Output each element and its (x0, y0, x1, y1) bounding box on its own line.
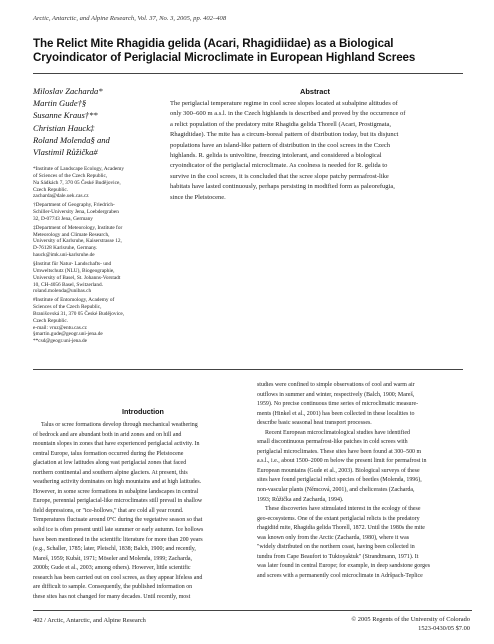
affiliation-line: Czech Republic. (33, 186, 69, 193)
body-line: 2000b; Gude et al., 2003; among others). However, little scientific (33, 565, 191, 572)
body-line: Talus or scree formations develop through mechanical weathering (41, 422, 198, 428)
footer-rule (33, 610, 472, 611)
author-name: Susanne Kraus†** (33, 110, 98, 121)
affiliation-line: †Department of Geography, Friedrich- (33, 202, 115, 209)
body-line: European mountains (Gude et al., 2003). Biological surveys of these (257, 467, 420, 474)
affiliation-line: University of Basel, St. Johanns-Vorstadt (33, 274, 121, 281)
body-line: Europe, perennial periglacial-like microclimates still prevail in shallow (33, 498, 203, 505)
affiliation-line: 10, CH-4056 Basel, Switzerland. (33, 281, 104, 288)
body-line: solid ice is often present until late summer or early autumn. Ice hollows (33, 527, 204, 534)
affiliation-line: D-76128 Karlsruhe, Germany. (33, 245, 98, 252)
body-column-right (257, 381, 472, 581)
body-column-left (33, 421, 248, 602)
introduction-heading: Introduction (122, 407, 164, 416)
body-line: sites have found periglacial relict species of beetles (Molenda, 1996), (257, 477, 422, 484)
body-line: Temperatures fluctuate around 0°C during the vegetative season so that (33, 517, 203, 524)
affiliation-line: Schiller-University Jena, Loebdergraben (33, 209, 119, 216)
affiliation-line: University of Karlsruhe, Kaiserstrasse 12, (33, 238, 122, 245)
body-line: and screes with a permanently cool microclimate in Adršpach-Teplice (257, 572, 423, 579)
body-line: "widely distributed on the northern coast, having been collected in (257, 544, 415, 551)
affiliation-line: *Institute of Landscape Ecology, Academy (33, 166, 124, 172)
body-line: was later found in central Europe; for example, in deep sandstone gorges (257, 563, 431, 570)
article-title: The Relict Mite Rhagidia gelida (Acari, Rhagidiidae) as a Biological Cryoindicator of Periglacial Microclimate in European Highland Screes (33, 37, 416, 64)
author-name: Miloslav Zacharda* (33, 86, 103, 96)
affiliation-line: of Sciences of the Czech Republic, (33, 172, 108, 179)
body-line: periglacial microclimates. These sites have been found at 300–500 m (257, 448, 422, 455)
body-line: northern continental and southern alpine glaciers. At present, this (33, 469, 188, 476)
copyright-line: © 2005 Regents of the University of Colorado (351, 616, 470, 623)
abstract-line: survive in the cool screes, it is concluded that the scree slope patchy permafrost-like (170, 172, 389, 180)
affiliation-line: Na Sádkách 7, 370 05 České Budějovice, (33, 179, 121, 186)
body-line: These discoveries have stimulated interest in the ecology of these (265, 506, 421, 513)
abstract-line: since the Pleistocene. (170, 193, 226, 201)
author-name: Martin Gude†§ (33, 98, 87, 109)
body-line: was known only from the Arctic (Zacharda, 1980), where it was (257, 534, 410, 541)
body-line: However, in some scree formations in subalpine landscapes in central (33, 488, 199, 495)
body-line: mountain slopes in zones that have experienced periglacial activity. In (33, 441, 200, 448)
author-list (33, 85, 163, 158)
affiliation-line: Sciences of the Czech Republic, (33, 304, 102, 311)
author-name: Christian Hauck‡ (33, 122, 95, 133)
body-line: 1959). No precise continuous time series of microclimatic measure- (257, 401, 419, 408)
body-line: are difficult to sample. Consequently, the published information on (33, 584, 193, 591)
body-line: geo-ecosystems. One of the extant periglacial relicts is the predatory (257, 515, 420, 522)
issn-line: 1523-0430/05 $7.00 (418, 625, 470, 632)
body-line: small discontinuous permafrost-like patches in cold screes with (257, 439, 408, 446)
body-line: 1993; Růžička and Zacharda, 1994). (257, 496, 344, 503)
affiliation-line: Czech Republic. (33, 317, 69, 324)
body-line: central Europe, talus formation occurred during the Pleistocene (33, 450, 184, 457)
affiliation-line: §Institut für Natur- Landschafts- und (33, 260, 112, 267)
body-line: studies were confined to simple observations of cool and warm air (257, 382, 415, 388)
abstract-heading: Abstract (300, 87, 330, 96)
affiliation-line: ‡Department of Meteorology, Institute for (33, 224, 123, 231)
affiliations (33, 166, 161, 345)
footer-copyright (351, 615, 470, 633)
footer-page-info: 402 / Arctic, Antarctic, and Alpine Research (33, 617, 146, 624)
body-line: describe basic seasonal heat transport processes. (257, 420, 372, 427)
body-line: weathering activity dominates on high mountains and at high latitudes. (33, 479, 202, 486)
body-line: of bedrock and are abundant both in arid zones and on hill and (33, 431, 182, 438)
abstract-line: Rhagidiidae). The mite has a circum-boreal pattern of distribution today, but its disjunct (170, 131, 399, 139)
abstract-line: a relict population of the predatory mite Rhagidia gelida Thorell (Acari, Prostigmata, (170, 120, 391, 128)
author-name: Vlastimil Růžička# (33, 147, 98, 158)
body-line: have been mentioned in the scientific literature for more than 200 years (33, 536, 203, 543)
abstract-line: The periglacial temperature regime in cool scree slopes located at subalpine altitudes of (170, 100, 398, 107)
affiliation-line: Umweltschutz (NLU), Biogeographie, (33, 267, 115, 274)
author-name: Roland Molenda§ and (33, 134, 110, 145)
affiliation-line: Branišovská 31, 370 05 České Budějovice, (33, 310, 125, 317)
body-line: outflows in summer and winter, respectively (Balch, 1900; Mareš, (257, 391, 415, 398)
affiliation-email: zacharda@dale.uek.cas.cz (33, 193, 89, 200)
body-line: ments (Hinkel et al., 2001) has been collected in these localities to (257, 410, 415, 417)
affiliation-line: Meteorology and Climate Research, (33, 231, 110, 238)
affiliation-email: hauck@imk.uni-karlsruhe.de (33, 252, 95, 259)
body-line: Mareš, 1959; Kubát, 1971; Möseler and Molenda, 1999; Zacharda, (33, 555, 192, 562)
body-line: research has been carried out on cool screes, as they appear lifeless and (33, 574, 203, 581)
abstract-line: cryoindicator of the periglacial microclimate. As coolness is needed for R. gelida to (170, 162, 388, 170)
abstract-body (170, 99, 460, 203)
body-line: these sites has not changed for many decades. Until recently, most (33, 593, 191, 600)
body-line: rhagidiid mite, Rhagidia gelida Thorell, 1872. Until the 1980s the mite (257, 525, 425, 532)
abstract-rule (33, 369, 463, 370)
body-line: (e.g., Schaller, 1785; later, Pleischl, 1838; Balch, 1900; and recently, (33, 546, 196, 553)
affiliation-email: roland.molenda@unibas.ch (33, 288, 92, 295)
journal-citation: Arctic, Antarctic, and Alpine Research, Vol. 37, No. 3, 2005, pp. 402–408 (33, 15, 227, 22)
affiliation-email: e-mail: vruz@entu.cas.cz (33, 324, 87, 331)
abstract-line: highlands. R. gelida is univoltine, freezing intolerant, and considered a biological (170, 152, 382, 160)
affiliation-line: #Institute of Entomology, Academy of (33, 297, 115, 304)
affiliation-email: **csd@geogr.uni-jena.de (33, 338, 88, 345)
body-line: glaciation at low latitudes along vast periglacial zones that faced (33, 460, 187, 467)
affiliation-line: 32, D-07743 Jena, Germany (33, 215, 93, 222)
body-line: non-vascular plants (Němcová, 2001), and chelicerates (Zacharda, (257, 487, 415, 494)
affiliation-email: §martin.gude@geogr.uni-jena.de (33, 331, 103, 338)
body-line: field depressions, or "ice-hollows," that are cold all year round. (33, 507, 184, 514)
body-line: tundra from Cape Beaufort to Tuktoyaktuk" (Strandtmann, 1971). It (257, 553, 419, 560)
body-line: Recent European microclimatological studies have identified (265, 429, 410, 436)
title-rule (33, 73, 463, 74)
abstract-line: populations have an island-like pattern of distribution in the cool screes in the Czech (170, 141, 391, 149)
abstract-line: habitats have lasted continuously, perhaps persisting in modified form as paleorefugia, (170, 183, 395, 191)
abstract-line: only 300–600 m a.s.l. in the Czech highlands is described and proved by the occurrence of (170, 110, 406, 118)
body-line: a.s.l., i.e., about 1500–2000 m below the present limit for permafrost in (257, 458, 427, 465)
